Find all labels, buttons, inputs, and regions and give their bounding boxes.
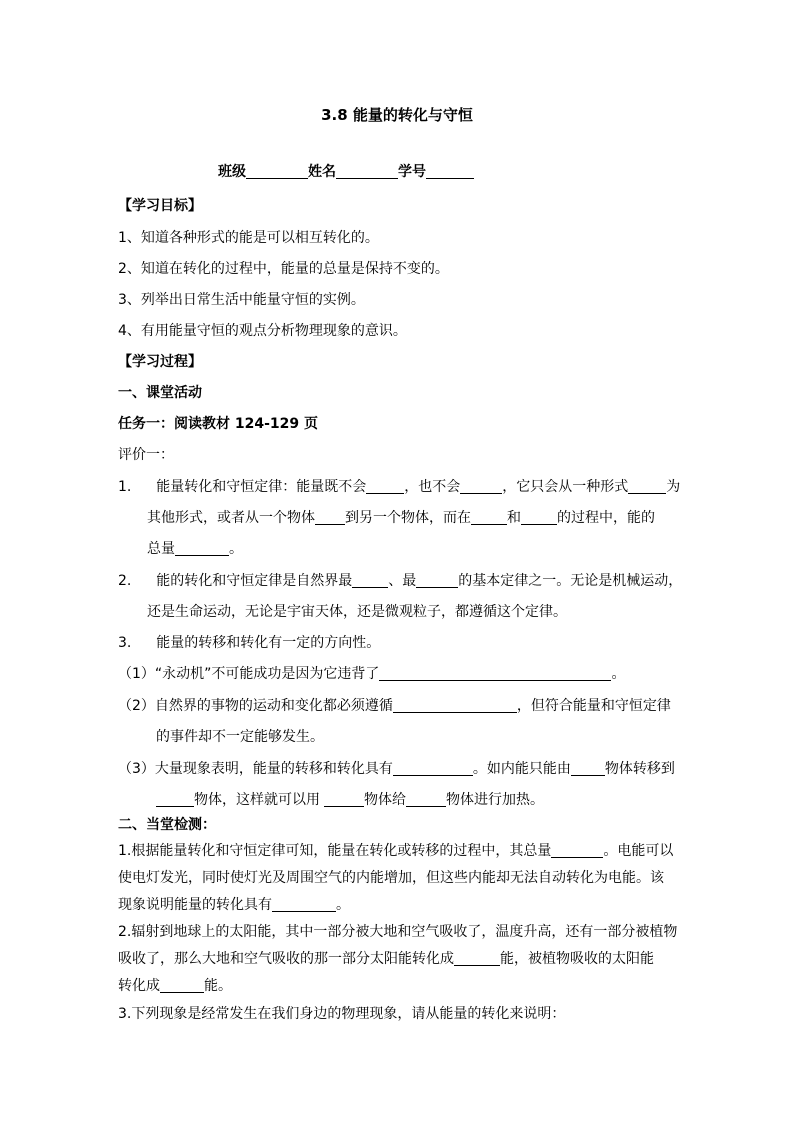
check-question-2-line-2: 吸收了，那么大地和空气吸收的那一部分太阳能转化成 能，被植物吸收的太阳能 [118, 951, 654, 967]
answer-blank[interactable] [454, 951, 500, 966]
name-label: 姓名 [308, 164, 336, 180]
check-question-2-line-3: 转化成 能。 [118, 978, 232, 994]
check-question-1-line-1: 1.根据能量转化和守恒定律可知，能量在转化或转移的过程中，其总量 。电能可以 [118, 843, 674, 859]
answer-blank[interactable] [366, 479, 404, 494]
section-heading: 一、课堂活动 [118, 385, 202, 401]
goal-item: 4、有用能量守恒的观点分析物理现象的意识。 [118, 323, 407, 339]
page-title: 3.8 能量的转化与守恒 [321, 106, 473, 124]
answer-blank[interactable] [156, 792, 194, 807]
answer-blank[interactable] [551, 843, 603, 858]
class-label: 班级 [218, 164, 246, 180]
answer-blank[interactable] [315, 510, 345, 525]
evaluation-label: 评价一： [118, 447, 174, 463]
question-number: 2. [118, 573, 132, 589]
answer-blank[interactable] [393, 761, 473, 776]
check-question-1-line-3: 现象说明能量的转化具有 。 [118, 897, 350, 913]
question-1-line-2: 其他形式，或者从一个物体 到另一个物体，而在 和 的过程中，能的 [147, 510, 655, 526]
goals-heading: 【学习目标】 [118, 198, 202, 214]
subquestion-1: （1）“永动机”不可能成功是因为它违背了 。 [118, 666, 626, 682]
goal-item: 1、知道各种形式的能是可以相互转化的。 [118, 230, 379, 246]
student-id-blank[interactable] [426, 164, 474, 179]
answer-blank[interactable] [460, 479, 502, 494]
subquestion-3-line-1: （3）大量现象表明，能量的转移和转化具有 。如内能只能由 物体转移到 [118, 761, 675, 777]
process-heading: 【学习过程】 [118, 354, 202, 370]
question-1-line-3: 总量 。 [147, 541, 243, 557]
task-heading: 任务一：阅读教材 124-129 页 [118, 416, 319, 432]
answer-blank[interactable] [324, 792, 364, 807]
goal-item: 2、知道在转化的过程中，能量的总量是保持不变的。 [118, 261, 449, 277]
answer-blank[interactable] [393, 698, 517, 713]
answer-blank[interactable] [521, 510, 557, 525]
student-id-label: 学号 [398, 164, 426, 180]
answer-blank[interactable] [571, 761, 605, 776]
check-question-1-line-2: 使电灯发光，同时使灯光及周围空气的内能增加，但这些内能却无法自动转化为电能。该 [118, 870, 664, 886]
subquestion-2-line-2: 的事件却不一定能够发生。 [156, 729, 324, 745]
question-2-line-1: 2. 能的转化和守恒定律是自然界最 、最 的基本定律之一。无论是机械运动， [118, 573, 683, 589]
class-blank[interactable] [246, 164, 308, 179]
answer-blank[interactable] [379, 666, 611, 681]
check-question-2-line-1: 2.辐射到地球上的太阳能，其中一部分被大地和空气吸收了，温度升高，还有一部分被植物 [118, 924, 678, 940]
answer-blank[interactable] [471, 510, 507, 525]
answer-blank[interactable] [352, 573, 388, 588]
name-blank[interactable] [336, 164, 398, 179]
question-number: 3. [118, 635, 132, 651]
question-1-line-1: 1. 能量转化和守恒定律：能量既不会 ，也不会 ，它只会从一种形式 为 [118, 479, 681, 495]
answer-blank[interactable] [272, 897, 336, 912]
answer-blank[interactable] [175, 541, 229, 556]
goal-item: 3、列举出日常生活中能量守恒的实例。 [118, 292, 365, 308]
answer-blank[interactable] [628, 479, 666, 494]
check-heading: 二、当堂检测： [118, 817, 216, 833]
subquestion-2-line-1: （2）自然界的事物的运动和变化都必须遵循 ，但符合能量和守恒定律 [118, 698, 671, 714]
question-2-line-2: 还是生命运动，无论是宇宙天体，还是微观粒子，都遵循这个定律。 [147, 604, 567, 620]
answer-blank[interactable] [406, 792, 446, 807]
student-info-line [218, 163, 474, 181]
answer-blank[interactable] [416, 573, 458, 588]
question-3-line: 3. 能量的转移和转化有一定的方向性。 [118, 635, 381, 651]
subquestion-3-line-2: 物体，这样就可以用 物体给 物体进行加热。 [156, 791, 544, 809]
question-number: 1. [118, 479, 132, 495]
answer-blank[interactable] [160, 978, 204, 993]
check-question-3: 3.下列现象是经常发生在我们身边的物理现象，请从能量的转化来说明： [118, 1006, 566, 1022]
